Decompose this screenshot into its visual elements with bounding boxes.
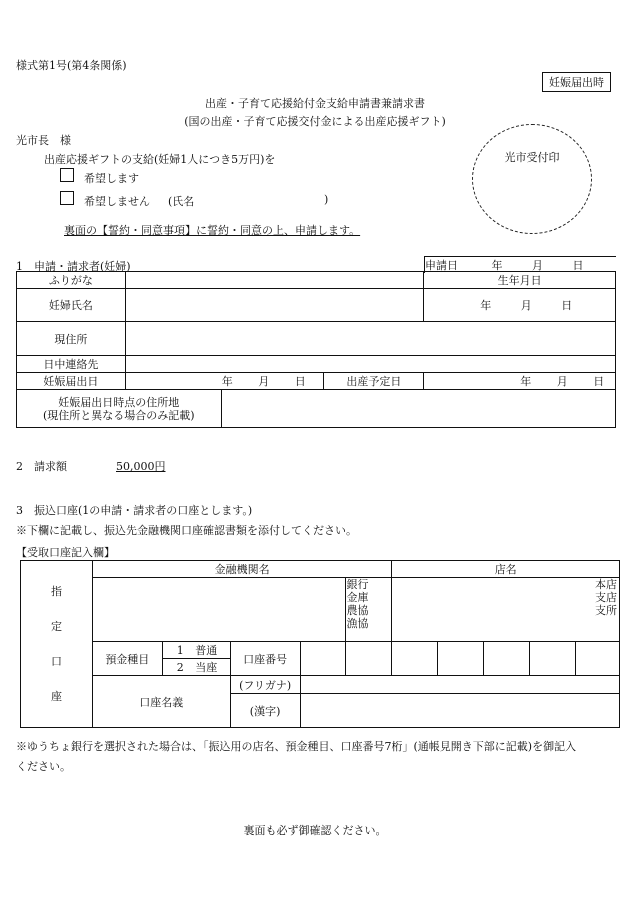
section2-heading: 2 請求額 [16, 460, 67, 473]
account-digit-1[interactable] [300, 642, 346, 676]
account-number-label: 口座番号 [230, 642, 300, 676]
wish-yes-checkbox[interactable] [60, 168, 74, 182]
address-label: 現住所 [17, 322, 126, 356]
pregnancy-date-field[interactable]: 年 月 日 [125, 373, 324, 390]
kana-label: (フリガナ) [230, 676, 300, 694]
reception-stamp-area [472, 124, 592, 234]
contact-field[interactable] [125, 356, 615, 373]
stamp-label: 光市受付印 [504, 151, 560, 164]
pregnancy-date-label: 妊娠届出日 [17, 373, 126, 390]
wish-no-label: 希望しません [84, 195, 150, 208]
section1-heading: 1 申請・請求者(妊婦) [16, 260, 131, 273]
reverse-side-note: 裏面も必ず御確認ください。 [243, 824, 387, 837]
applicant-table [16, 271, 616, 428]
account-digit-7[interactable] [576, 642, 620, 676]
account-box-title: 【受取口座記入欄】 [16, 546, 115, 559]
furigana-label: ふりがな [17, 272, 126, 289]
account-holder-kanji-field[interactable] [300, 694, 619, 728]
addressee: 光市長 様 [16, 134, 71, 147]
bank-name-label: 金融機関名 [92, 561, 392, 578]
pledge-text: 裏面の【誓約・同意事項】に誓約・同意の上、申請します。 [64, 224, 361, 237]
branch-name-label: 店名 [392, 561, 620, 578]
birthdate-field[interactable]: 年 月 日 [424, 289, 616, 322]
branch-name-field[interactable]: 本店 支店 支所 [392, 578, 620, 642]
wish-no-checkbox[interactable] [60, 191, 74, 205]
section3-heading: 3 振込口座(1の申請・請求者の口座とします。) [16, 504, 253, 517]
name-field-label: 妊婦氏名 [17, 289, 126, 322]
birthdate-label: 生年月日 [424, 272, 616, 289]
deposit-type-ordinary[interactable]: 1 普通 [162, 642, 230, 659]
account-digit-2[interactable] [346, 642, 392, 676]
form-title: 出産・子育て応援給付金支給申請書兼請求書 [205, 97, 425, 110]
due-date-field[interactable]: 年 月 日 [424, 373, 616, 390]
wish-yes-label: 希望します [84, 172, 139, 185]
application-date-label: 申請日 [425, 259, 458, 272]
account-digit-6[interactable] [530, 642, 576, 676]
app-month: 月 [532, 259, 543, 272]
form-subtitle: (国の出産・子育て応援交付金による出産応援ギフト) [184, 115, 446, 128]
name-close: ) [324, 193, 329, 206]
bank-type-options: 銀行 金庫 農協 漁協 [346, 578, 392, 642]
account-table [20, 560, 620, 728]
account-digit-5[interactable] [484, 642, 530, 676]
section3-note: ※下欄に記載し、振込先金融機関口座確認書類を添付してください。 [16, 524, 357, 537]
app-year: 年 [491, 259, 503, 272]
deposit-type-label: 預金種目 [92, 642, 162, 676]
form-number: 様式第1号(第4条関係) [16, 59, 127, 72]
address-field[interactable] [125, 322, 615, 356]
name-field[interactable] [125, 289, 423, 322]
due-date-label: 出産予定日 [324, 373, 424, 390]
gift-request-prompt: 出産応援ギフトの支給(妊婦1人につき5万円)を [44, 153, 276, 166]
claim-amount: 50,000円 [116, 460, 166, 473]
furigana-field[interactable] [125, 272, 423, 289]
name-label: (氏名 [168, 195, 195, 208]
bank-name-field[interactable] [92, 578, 346, 642]
yucho-note-line1: ※ゆうちょ銀行を選択された場合は、「振込用の店名、預金種目、口座番号7桁」(通帳見開き下部に記載)を御記入 [16, 740, 577, 753]
designated-account-label: 指 定 口 座 [21, 561, 93, 728]
contact-label: 日中連絡先 [17, 356, 126, 373]
account-holder-kana-field[interactable] [300, 676, 619, 694]
yucho-note-line2: ください。 [16, 760, 71, 773]
notice-address-label: 妊娠届出日時点の住所地 (現住所と異なる場合のみ記載) [17, 390, 222, 428]
notice-address-field[interactable] [221, 390, 615, 428]
form-type-badge: 妊娠届出時 [542, 72, 611, 92]
deposit-type-current[interactable]: 2 当座 [162, 659, 230, 676]
account-holder-label: 口座名義 [92, 676, 230, 728]
account-digit-4[interactable] [438, 642, 484, 676]
kanji-label: (漢字) [230, 694, 300, 728]
app-day: 日 [572, 259, 584, 272]
account-digit-3[interactable] [392, 642, 438, 676]
